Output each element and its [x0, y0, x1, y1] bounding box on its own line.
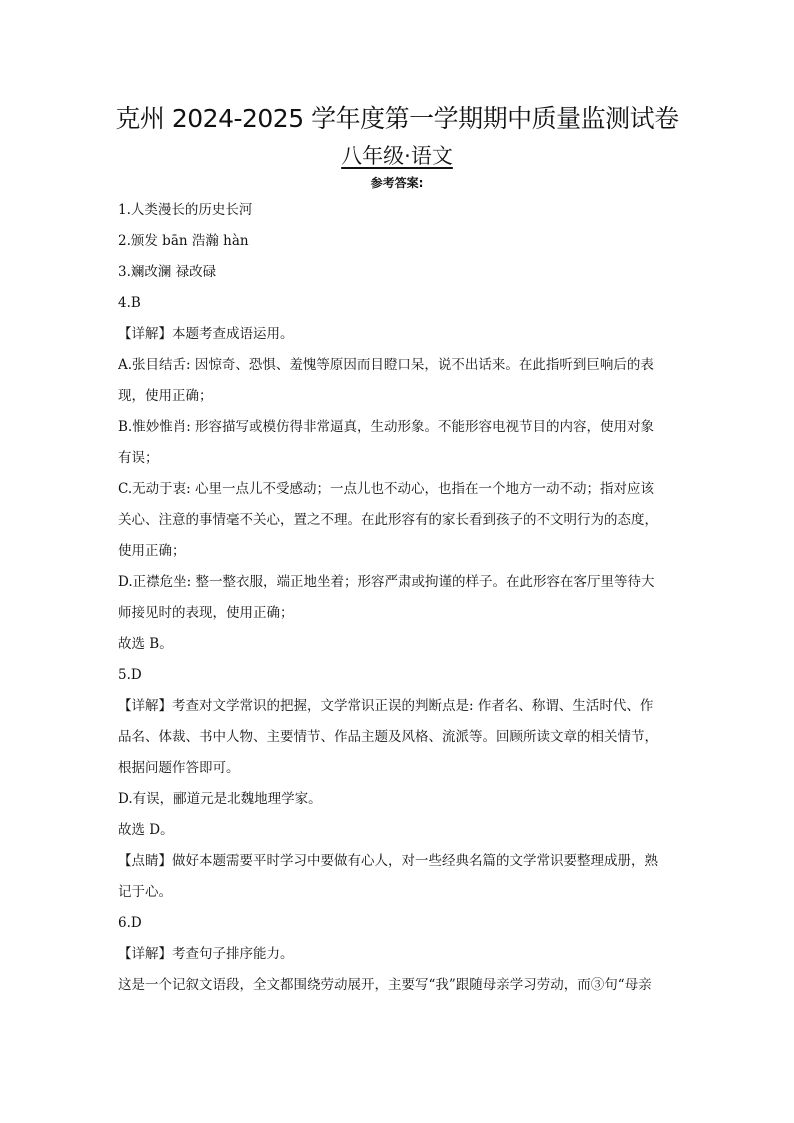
answer-body — [118, 195, 683, 1001]
document-title: 克州 2024-2025 学年度第一学期期中质量监测试卷 — [115, 104, 679, 133]
subtitle-text: 八年级·语文 — [341, 144, 453, 168]
document-subtitle — [0, 142, 794, 170]
body-line: 6.D — [118, 915, 142, 931]
answers-label: 参考答案: — [370, 176, 424, 190]
body-line: 4.B — [118, 295, 141, 311]
body-line: 这是一个记叙文语段，全文都围绕劳动展开，主要写“我”跟随母亲学习劳动，而③句“母亲 — [118, 977, 652, 993]
body-line: 根据问题作答即可。 — [118, 760, 240, 776]
body-line: D.正襟危坐: 整一整衣服，端正地坐着；形容严肃或拘谨的样子。在此形容在客厅里等待大 — [118, 574, 655, 590]
body-line: A.张目结舌: 因惊奇、恐惧、羞愧等原因而目瞪口呆，说不出话来。在此指听到巨响后的表 — [118, 357, 654, 373]
body-line: 1.人类漫长的历史长河 — [118, 202, 253, 218]
body-line: 现，使用正确； — [118, 388, 213, 404]
body-line: 3.斓改澜 禄改碌 — [118, 264, 217, 280]
body-line: B.惟妙惟肖: 形容描写或模仿得非常逼真，生动形象。不能形容电视节目的内容，使用对象 — [118, 419, 655, 435]
body-line: 有误； — [118, 450, 159, 466]
body-line: 记于心。 — [118, 884, 172, 900]
body-line: 【详解】本题考查成语运用。 — [118, 326, 294, 342]
body-line: 师接见时的表现，使用正确； — [118, 605, 294, 621]
body-line: 品名、体裁、书中人物、主要情节、作品主题及风格、流派等。回顾所读文章的相关情节， — [118, 729, 658, 745]
body-line: 【详解】考查句子排序能力。 — [118, 946, 294, 962]
body-line: 使用正确； — [118, 543, 186, 559]
body-line: 关心、注意的事情毫不关心，置之不理。在此形容有的家长看到孩子的不文明行为的态度， — [118, 512, 658, 528]
body-line: D.有误，郦道元是北魏地理学家。 — [118, 791, 322, 807]
body-line: 5.D — [118, 667, 142, 683]
body-line: 【详解】考查对文学常识的把握，文学常识正误的判断点是: 作者名、称谓、生活时代、作 — [118, 698, 654, 714]
body-line: C.无动于衷: 心里一点儿不受感动；一点儿也不动心，也指在一个地方一动不动；指对应该 — [118, 481, 654, 497]
body-line: 故选 D。 — [118, 822, 174, 838]
body-line: 故选 B。 — [118, 636, 173, 652]
body-line: 【点睛】做好本题需要平时学习中要做有心人，对一些经典名篇的文学常识要整理成册，熟 — [118, 853, 658, 869]
body-line: 2.颁发 bān 浩瀚 hàn — [118, 233, 249, 249]
